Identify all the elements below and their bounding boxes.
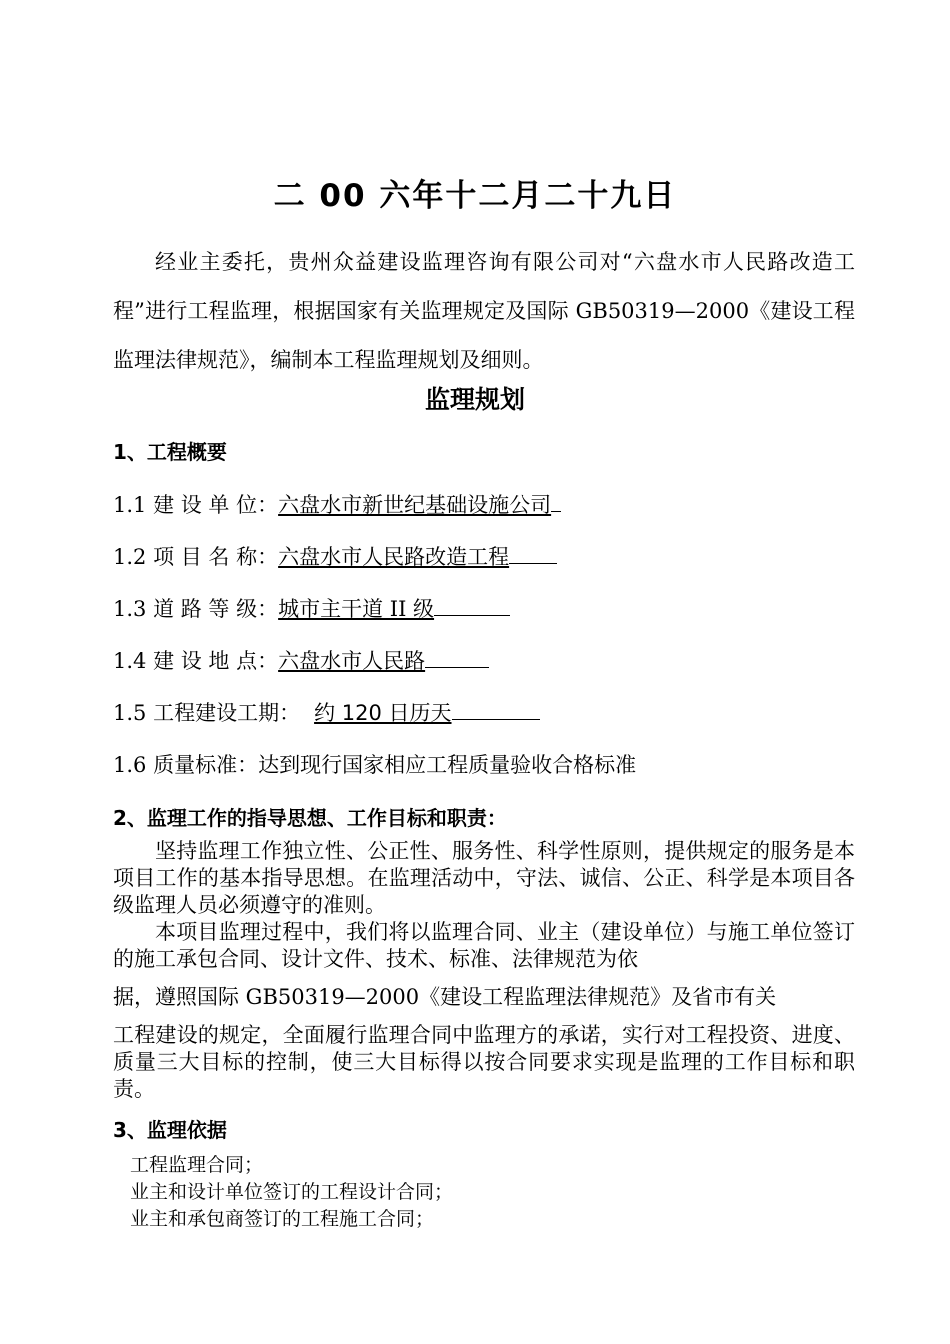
overview-item-project-name <box>113 541 557 571</box>
section2-body <box>113 838 855 1103</box>
item-value: 城市主干道 II 级 <box>278 597 435 621</box>
section1-heading: 1、工程概要 <box>113 440 227 464</box>
item-value: 达到现行国家相应工程质量验收合格标准 <box>258 753 637 777</box>
plan-title: 监理规划 <box>424 385 525 414</box>
underline-fill <box>509 562 557 564</box>
item-value: 六盘水市人民路 <box>278 649 426 673</box>
item-label: 1.6 质量标准： <box>113 753 259 777</box>
item-value: 六盘水市新世纪基础设施公司 <box>278 493 552 517</box>
section2-paragraph-2-line: 据，遵照国际 GB50319—2000《建设工程监理法律规范》及省市有关 <box>113 985 777 1009</box>
list-item: 工程监理合同； <box>130 1154 264 1176</box>
item-label: 1.4 建 设 地 点： <box>113 649 279 673</box>
section2-paragraph-2-continued: 工程建设的规定，全面履行监理合同中监理方的承诺，实行对工程投资、进度、质量三大目标的控制，使三大目标得以按合同要求实现是监理的工作目标和职责。 <box>113 1023 855 1101</box>
overview-item-duration <box>113 697 540 727</box>
overview-item-construction-unit <box>113 489 561 519</box>
overview-item-road-grade <box>113 593 510 623</box>
item-label: 1.3 道 路 等 级： <box>113 597 279 621</box>
section3-heading: 3、监理依据 <box>113 1118 227 1142</box>
underline-fill <box>452 718 540 720</box>
date-title: 二 00 六年十二月二十九日 <box>273 178 677 214</box>
intro-paragraph: 经业主委托，贵州众益建设监理咨询有限公司对“六盘水市人民路改造工程”进行工程监理，根据国家有关监理规定及国际 GB50319—2000《建设工程监理法律规范》，编制本工程监理规划及细则。 <box>113 250 855 372</box>
basis-list <box>130 1152 453 1233</box>
underline-fill <box>425 666 489 668</box>
underline-fill <box>551 510 561 512</box>
section2-paragraph-1: 坚持监理工作独立性、公正性、服务性、科学性原则，提供规定的服务是本项目工作的基本指导思想。在监理活动中，守法、诚信、公正、科学是本项目各级监理人员必须遵守的准则。 <box>113 839 855 917</box>
item-label: 1.1 建 设 单 位： <box>113 493 279 517</box>
section2-heading: 2、监理工作的指导思想、工作目标和职责： <box>113 806 507 830</box>
section2-paragraph-2 <box>113 919 855 973</box>
underline-fill <box>434 614 510 616</box>
overview-item-quality-standard <box>113 749 636 779</box>
item-label: 1.5 工程建设工期： <box>113 701 301 725</box>
item-value: 约 120 日历天 <box>314 701 452 725</box>
list-item: 业主和设计单位签订的工程设计合同； <box>130 1181 454 1203</box>
item-label: 1.2 项 目 名 称： <box>113 545 279 569</box>
overview-item-location <box>113 645 489 675</box>
item-value: 六盘水市人民路改造工程 <box>278 545 510 569</box>
section2-paragraph-2-part-a: 本项目监理过程中，我们将以监理合同、业主（建设单位）与施工单位签订的施工承包合同、设计文件、技术、标准、法律规范为依 <box>113 920 855 971</box>
list-item: 业主和承包商签订的工程施工合同； <box>130 1208 435 1230</box>
